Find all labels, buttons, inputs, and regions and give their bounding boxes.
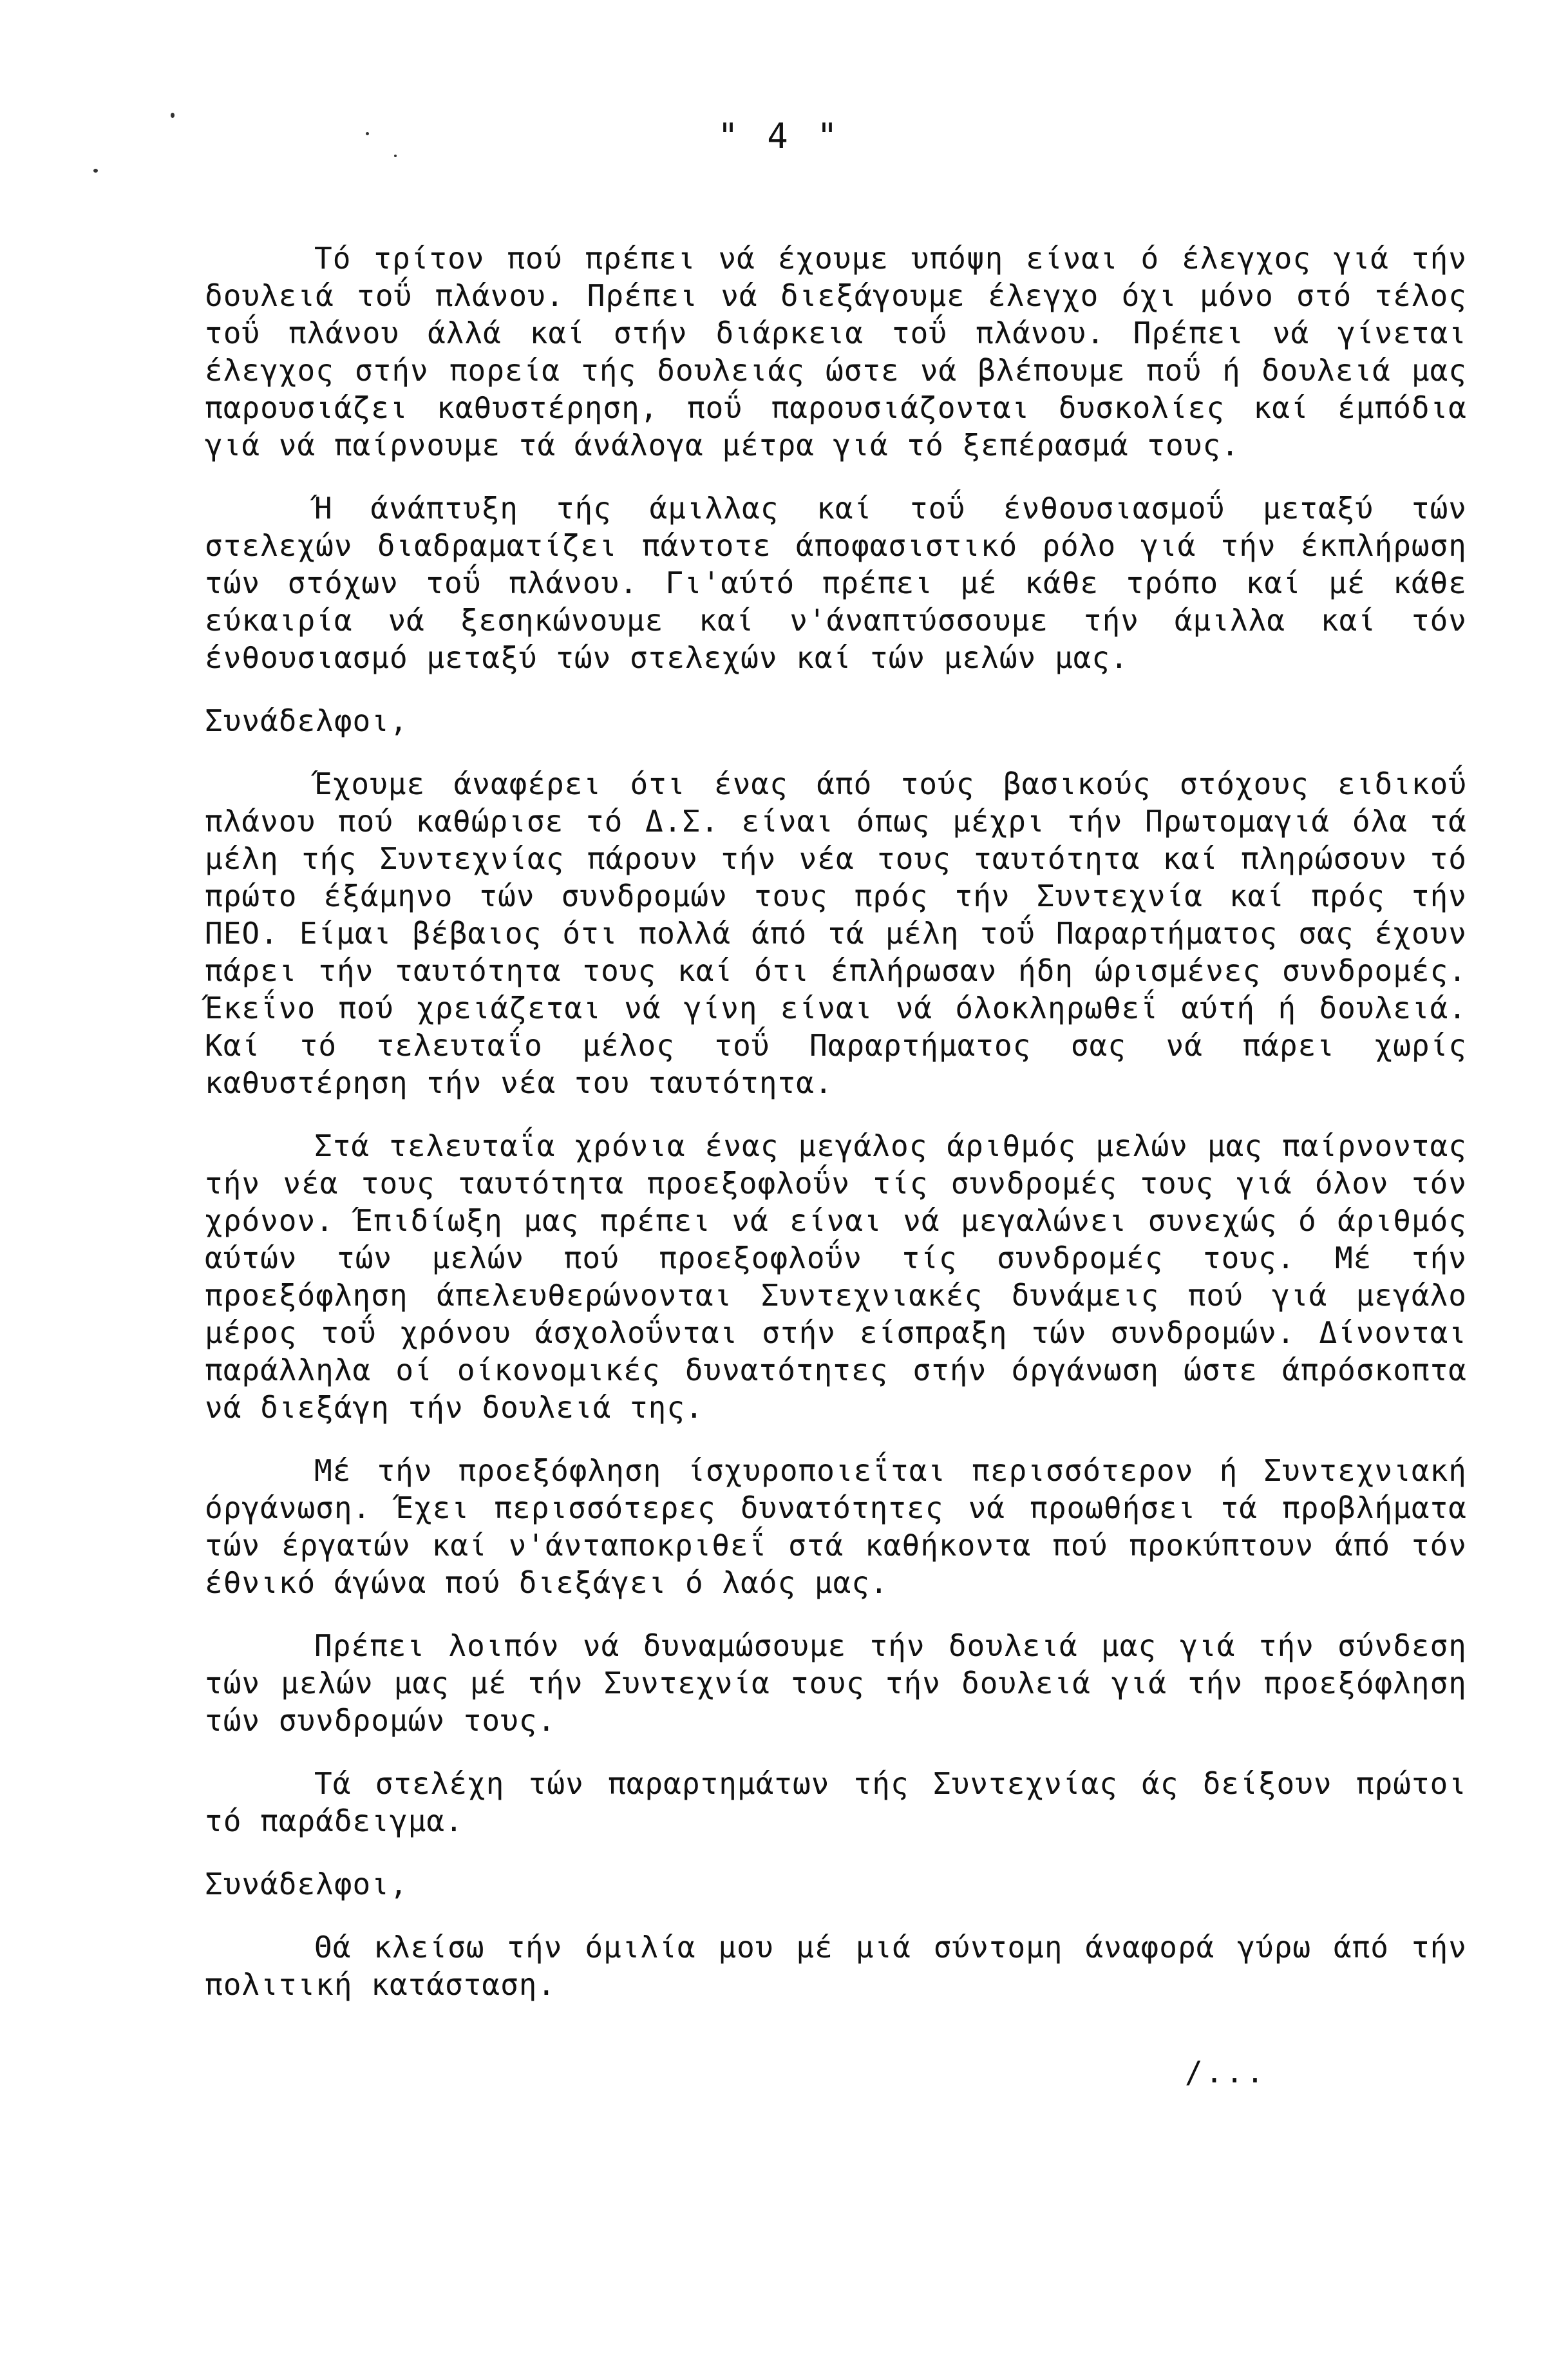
paragraph: Πρέπει λοιπόν νά δυναμώσουμε τήν δουλειά μας γιά τήν σύνδεση τών μελών μας μέ τήν Συντεχνία τους τήν δουλειά γιά τήν προεξόφληση τών συνδρομών τους. [205, 1628, 1467, 1738]
paragraph: Ή άνάπτυξη τής άμιλλας καί τοΰ ένθουσιασμοΰ μεταξύ τών στελεχών διαδραματίζει πάντοτε άποφασιστικό ρόλο γιά τήν έκπλήρωση τών στόχων τοΰ πλάνου. Γι'αύτό πρέπει μέ κάθε τρόπο καί μέ κάθε εύκαιρία νά ξεσηκώνουμε καί ν'άναπτύσσουμε τήν άμιλλα καί τόν ένθουσιασμό μεταξύ τών στελεχών καί τών μελών μας. [205, 491, 1467, 675]
paragraph: Θά κλείσω τήν όμιλία μου μέ μιά σύντομη άναφορά γύρω άπό τήν πολιτική κατάσταση. [205, 1930, 1467, 2002]
salutation: Συνάδελφοι, [205, 1867, 408, 1901]
paragraph: Τά στελέχη τών παραρτημάτων τής Συντεχνίας άς δείξουν πρώτοι τό παράδειγμα. [205, 1766, 1467, 1838]
paragraph: Έχουμε άναφέρει ότι ένας άπό τούς βασικούς στόχους ειδικοΰ πλάνου πού καθώρισε τό Δ.Σ. είναι όπως μέχρι τήν Πρωτομαγιά όλα τά μέλη τής Συντεχνίας πάρουν τήν νέα τους ταυτότητα καί πληρώσουν τό πρώτο έξάμηνο τών συνδρομών τους πρός τήν Συντεχνία καί πρός τήν ΠΕΟ. Είμαι βέβαιος ότι πολλά άπό τά μέλη τοΰ Παραρτήματος σας έχουν πάρει τήν ταυτότητα τους καί ότι έπλήρωσαν ήδη ώρισμένες συνδρομές. Έκεΐνο πού χρειάζεται νά γίνη είναι νά όλοκληρωθεΐ αύτή ή δουλειά. Καί τό τελευταΐο μέλος τοΰ Παραρτήματος σας νά πάρει χωρίς καθυστέρηση τήν νέα του ταυτότητα. [205, 766, 1467, 1100]
letter-body [205, 240, 1467, 2029]
paragraph: Στά τελευταΐα χρόνια ένας μεγάλος άριθμός μελών μας παίρνοντας τήν νέα τους ταυτότητα προεξοφλοΰν τίς συνδρομές τους γιά όλον τόν χρόνον. Έπιδίωξη μας πρέπει νά είναι νά μεγαλώνει συνεχώς ό άριθμός αύτών τών μελών πού προεξοφλοΰν τίς συνδρομές τους. Μέ τήν προεξόφληση άπελευθερώνονται Συντεχνιακές δυνάμεις πού γιά μεγάλο μέρος τοΰ χρόνου άσχολοΰνται στήν είσπραξη τών συνδρομών. Δίνονται παράλληλα οί οίκονομικές δυνατότητες στήν όργάνωση ώστε άπρόσκοπτα νά διεξάγη τήν δουλειά της. [205, 1128, 1467, 1425]
salutation: Συνάδελφοι, [205, 703, 408, 738]
page-number: " 4 " [717, 116, 842, 157]
scan-speck [93, 169, 98, 173]
paragraph: Τό τρίτον πού πρέπει νά έχουμε υπόψη είναι ό έλεγχος γιά τήν δουλειά τοΰ πλάνου. Πρέπει νά διεξάγουμε έλεγχο όχι μόνο στό τέλος τοΰ πλάνου άλλά καί στήν διάρκεια τοΰ πλάνου. Πρέπει νά γίνεται έλεγχος στήν πορεία τής δουλειάς ώστε νά βλέπουμε ποΰ ή δουλειά μας παρουσιάζει καθυστέρηση, ποΰ παρουσιάζονται δυσκολίες καί έμπόδια γιά νά παίρνουμε τά άνάλογα μέτρα γιά τό ξεπέρασμά τους. [205, 241, 1467, 462]
paragraph: Μέ τήν προεξόφληση ίσχυροποιεΐται περισσότερον ή Συντεχνιακή όργάνωση. Έχει περισσότερες δυνατότητες νά προωθήσει τά προβλήματα τών έργατών καί ν'άνταποκριθεΐ στά καθήκοντα πού προκύπτουν άπό τόν έθνικό άγώνα πού διεξάγει ό λαός μας. [205, 1453, 1467, 1600]
continuation-mark: /... [1185, 2055, 1267, 2090]
